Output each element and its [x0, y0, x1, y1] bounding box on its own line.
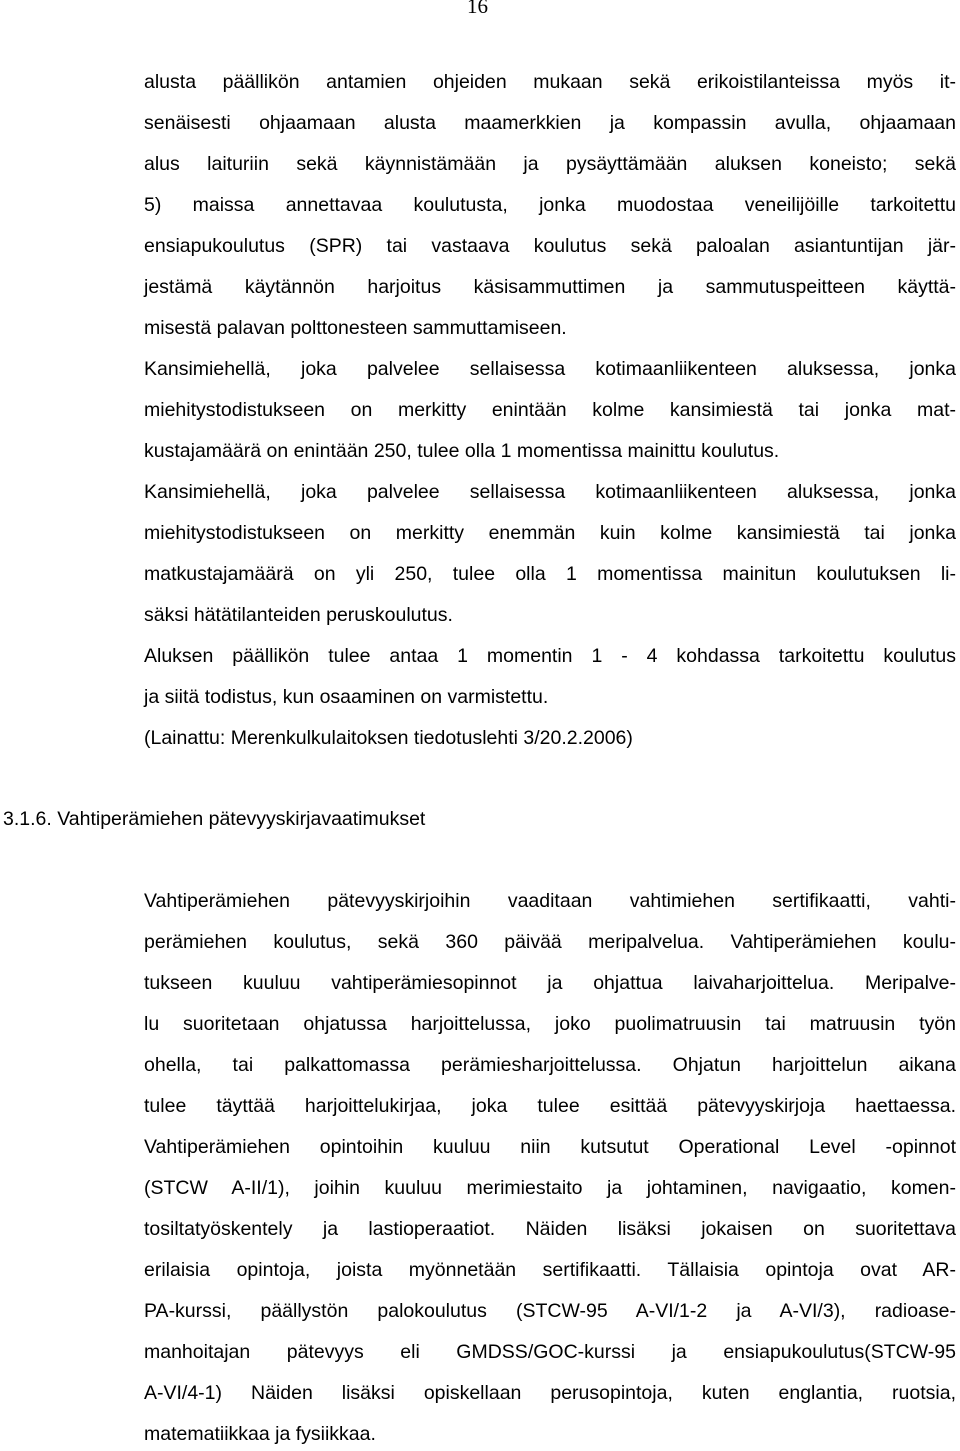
- text-line: säksi hätätilanteiden peruskoulutus.: [144, 604, 453, 626]
- section-heading: 3.1.6. Vahtiperämiehen pätevyyskirjavaatimukset: [3, 808, 426, 830]
- text-line: A-VI/4-1) Näiden lisäksi opiskellaan perusopintoja, kuten englantia, ruotsia,: [144, 1382, 956, 1404]
- text-line: 5) maissa annettavaa koulutusta, jonka muodostaa veneilijöille tarkoitettu: [144, 194, 956, 216]
- citation-line: (Lainattu: Merenkulkulaitoksen tiedotuslehti 3/20.2.2006): [144, 727, 633, 749]
- text-line: perämiehen koulutus, sekä 360 päivää meripalvelua. Vahtiperämiehen koulu-: [144, 931, 956, 953]
- text-line: alus laituriin sekä käynnistämään ja pysäyttämään aluksen koneisto; sekä: [144, 153, 956, 175]
- text-line: tosiltatyöskentely ja lastioperaatiot. Näiden lisäksi jokaisen on suoritettava: [144, 1218, 956, 1240]
- text-line: PA-kurssi, päällystön palokoulutus (STCW-95 A-VI/1-2 ja A-VI/3), radioase-: [144, 1300, 956, 1322]
- text-line: misestä palavan polttonesteen sammuttamiseen.: [144, 317, 567, 339]
- text-line: lu suoritetaan ohjatussa harjoittelussa, joko puolimatruusin tai matruusin työn: [144, 1013, 956, 1035]
- text-line: Vahtiperämiehen opintoihin kuuluu niin kutsutut Operational Level -opinnot: [144, 1136, 956, 1158]
- text-line: (STCW A-II/1), joihin kuuluu merimiestaito ja johtaminen, navigaatio, komen-: [144, 1177, 956, 1199]
- text-line: erilaisia opintoja, joista myönnetään sertifikaatti. Tällaisia opintoja ovat AR-: [144, 1259, 956, 1281]
- text-line: ensiapukoulutus (SPR) tai vastaava koulutus sekä paloalan asiantuntijan jär-: [144, 235, 956, 257]
- text-line: Kansimiehellä, joka palvelee sellaisessa kotimaanliikenteen aluksessa, jonka: [144, 481, 956, 503]
- text-line: matkustajamäärä on yli 250, tulee olla 1 momentissa mainitun koulutuksen li-: [144, 563, 956, 585]
- text-line: tukseen kuuluu vahtiperämiesopinnot ja ohjattua laivaharjoittelua. Meripalve-: [144, 972, 956, 994]
- text-line: matematiikkaa ja fysiikkaa.: [144, 1423, 376, 1445]
- text-line: Kansimiehellä, joka palvelee sellaisessa kotimaanliikenteen aluksessa, jonka: [144, 358, 956, 380]
- page-number: 16: [467, 0, 488, 18]
- text-line: Aluksen päällikön tulee antaa 1 momentin 1 - 4 kohdassa tarkoitettu koulutus: [144, 645, 956, 667]
- text-line: jestämä käytännön harjoitus käsisammuttimen ja sammutuspeitteen käyttä-: [144, 276, 956, 298]
- text-line: senäisesti ohjaamaan alusta maamerkkien ja kompassin avulla, ohjaamaan: [144, 112, 956, 134]
- text-line: ja siitä todistus, kun osaaminen on varmistettu.: [144, 686, 549, 708]
- text-line: miehitystodistukseen on merkitty enintään kolme kansimiestä tai jonka mat-: [144, 399, 956, 421]
- text-line: miehitystodistukseen on merkitty enemmän kuin kolme kansimiestä tai jonka: [144, 522, 956, 544]
- text-line: tulee täyttää harjoittelukirjaa, joka tulee esittää pätevyyskirjoja haettaessa.: [144, 1095, 956, 1117]
- text-line: kustajamäärä on enintään 250, tulee olla 1 momentissa mainittu koulutus.: [144, 440, 780, 462]
- text-line: ohella, tai palkattomassa perämiesharjoittelussa. Ohjatun harjoittelun aikana: [144, 1054, 956, 1076]
- text-line: alusta päällikön antamien ohjeiden mukaan sekä erikoistilanteissa myös it-: [144, 71, 956, 93]
- text-line: manhoitajan pätevyys eli GMDSS/GOC-kurssi ja ensiapukoulutus(STCW-95: [144, 1341, 956, 1363]
- text-line: Vahtiperämiehen pätevyyskirjoihin vaaditaan vahtimiehen sertifikaatti, vahti-: [144, 890, 956, 912]
